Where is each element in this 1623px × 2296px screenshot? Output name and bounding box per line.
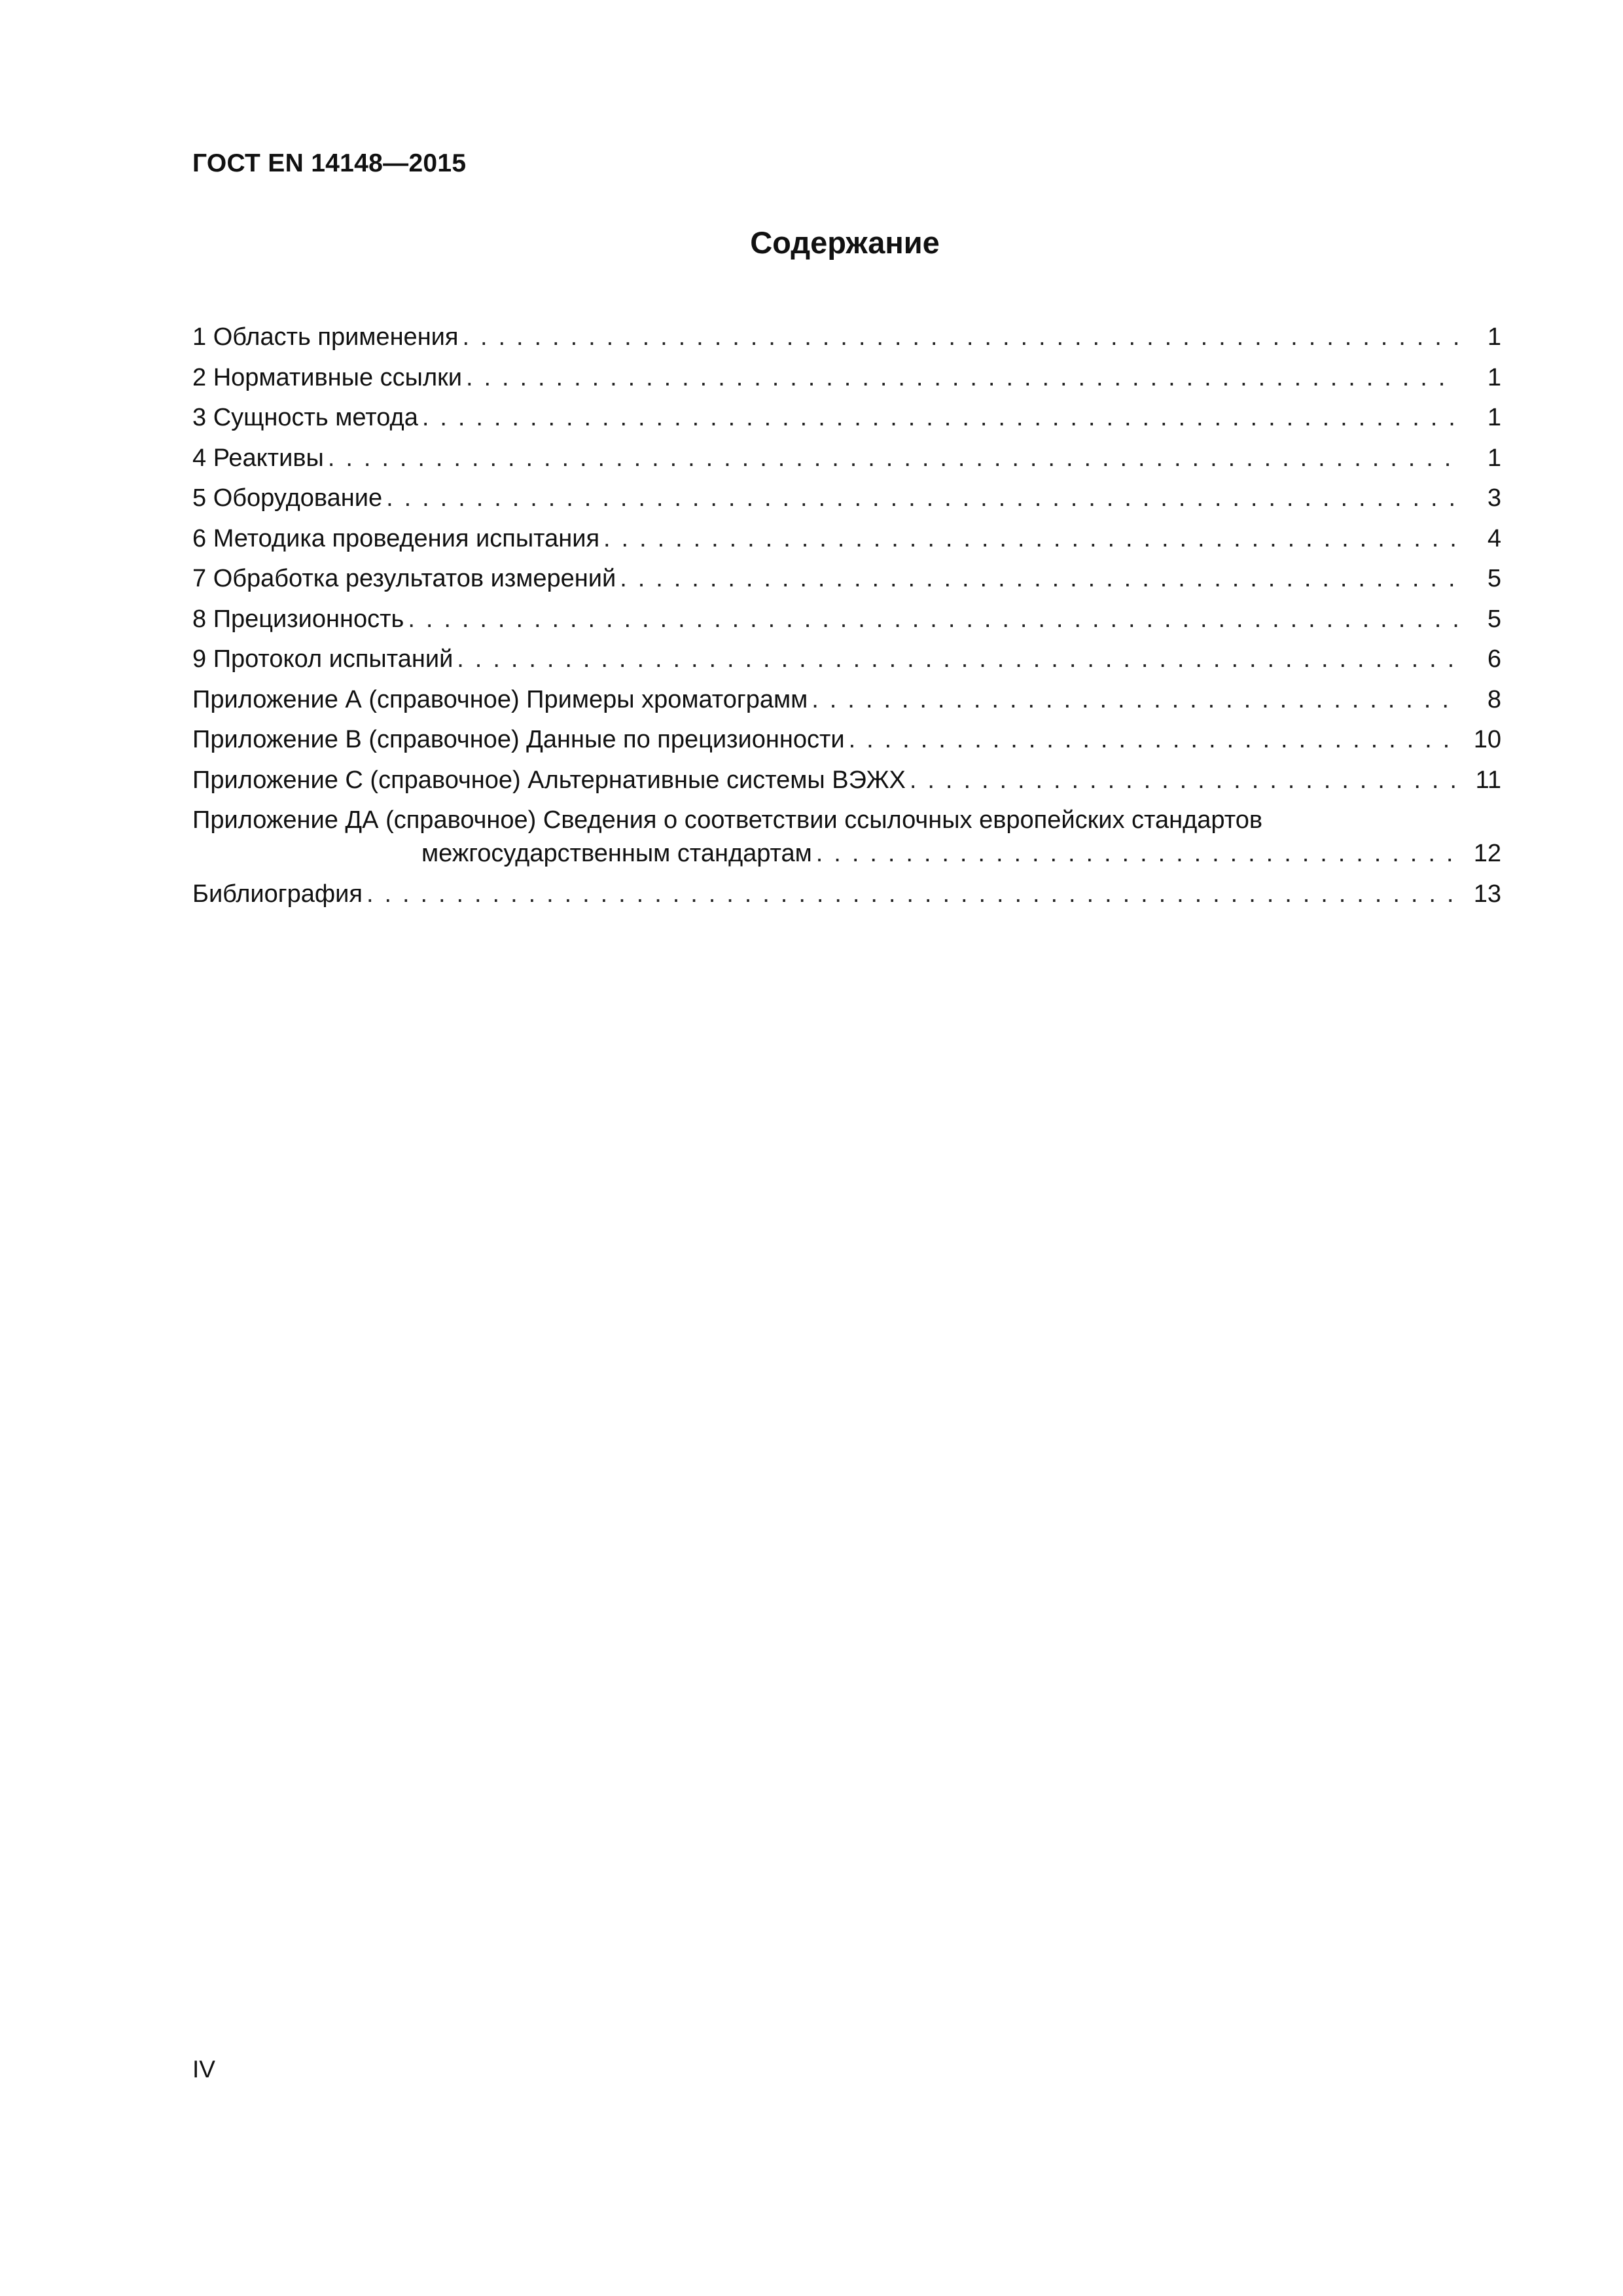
- dot-leader: [910, 764, 1458, 797]
- toc-entry-page: 12: [1473, 840, 1501, 867]
- toc-entry-annex-b[interactable]: [192, 723, 1501, 757]
- toc-entry-page: 3: [1487, 484, 1501, 512]
- toc-entry-page: 4: [1487, 524, 1501, 552]
- toc-entry-page: 6: [1487, 645, 1501, 673]
- dot-leader: [816, 837, 1458, 870]
- toc-entry-apparatus[interactable]: [192, 482, 1501, 515]
- toc-entry-label: 1 Область применения: [192, 323, 459, 351]
- toc-entry-label: 2 Нормативные ссылки: [192, 363, 462, 391]
- toc-entry-label: Библиография: [192, 880, 363, 908]
- toc-entry-label: Приложение ДА (справочное) Сведения о соответствии ссылочных европейских стандартов: [192, 806, 1263, 834]
- toc-entry-normative-references[interactable]: [192, 361, 1501, 395]
- toc-entry-label: 4 Реактивы: [192, 444, 324, 472]
- toc-entry-precision[interactable]: [192, 603, 1501, 636]
- dot-leader: [603, 522, 1458, 556]
- dot-leader: [386, 482, 1458, 515]
- dot-leader: [620, 562, 1458, 596]
- toc-entry-page: 5: [1487, 605, 1501, 633]
- toc-entry-page: 1: [1487, 444, 1501, 472]
- dot-leader: [849, 723, 1458, 757]
- toc-entry-page: 5: [1487, 565, 1501, 592]
- toc-entry-page: 11: [1475, 766, 1501, 794]
- toc-entry-page: 13: [1473, 880, 1501, 908]
- dot-leader: [462, 321, 1458, 354]
- dot-leader: [328, 442, 1458, 475]
- toc-entry-label: Приложение В (справочное) Данные по прецизионности: [192, 726, 845, 753]
- toc-entry-label-continued: межгосударственным стандартам: [421, 840, 812, 867]
- dot-leader: [466, 361, 1458, 395]
- toc-entry-label: 9 Протокол испытаний: [192, 645, 454, 673]
- toc-entry-label: 8 Прецизионность: [192, 605, 404, 633]
- toc-entry-annex-c[interactable]: [192, 764, 1501, 797]
- dot-leader: [408, 603, 1458, 636]
- toc-entry-page: 1: [1487, 363, 1501, 391]
- toc-entry-label: 3 Сущность метода: [192, 404, 418, 431]
- toc-entry-continuation: [192, 837, 1501, 870]
- document-code-header: ГОСТ EN 14148—2015: [192, 149, 467, 177]
- toc-entry-label: 6 Методика проведения испытания: [192, 524, 600, 552]
- toc-entry-scope[interactable]: [192, 321, 1501, 354]
- dot-leader: [812, 683, 1458, 717]
- page-number: IV: [192, 2056, 215, 2083]
- toc-entry-annex-a[interactable]: [192, 683, 1501, 717]
- toc-entry-annex-da[interactable]: [192, 804, 1501, 870]
- toc-entry-page: 1: [1487, 404, 1501, 431]
- toc-entry-label: Приложение С (справочное) Альтернативные системы ВЭЖХ: [192, 766, 906, 794]
- dot-leader: [422, 401, 1458, 435]
- toc-entry-page: 8: [1487, 685, 1501, 713]
- toc-entry-test-report[interactable]: [192, 643, 1501, 676]
- toc-entry-page: 1: [1487, 323, 1501, 351]
- toc-entry-bibliography[interactable]: [192, 878, 1501, 911]
- toc-entry-calculation[interactable]: [192, 562, 1501, 596]
- dot-leader: [366, 878, 1458, 911]
- toc-title: Содержание: [750, 225, 940, 260]
- toc-entry-label: Приложение А (справочное) Примеры хроматограмм: [192, 685, 808, 713]
- toc-entry-page: 10: [1473, 726, 1501, 753]
- toc-entry-procedure[interactable]: [192, 522, 1501, 556]
- toc-entry-label: 7 Обработка результатов измерений: [192, 565, 616, 592]
- dot-leader: [457, 643, 1458, 676]
- toc-entry-label: 5 Оборудование: [192, 484, 383, 512]
- table-of-contents: [192, 321, 1501, 918]
- toc-entry-reagents[interactable]: [192, 442, 1501, 475]
- toc-entry-principle[interactable]: [192, 401, 1501, 435]
